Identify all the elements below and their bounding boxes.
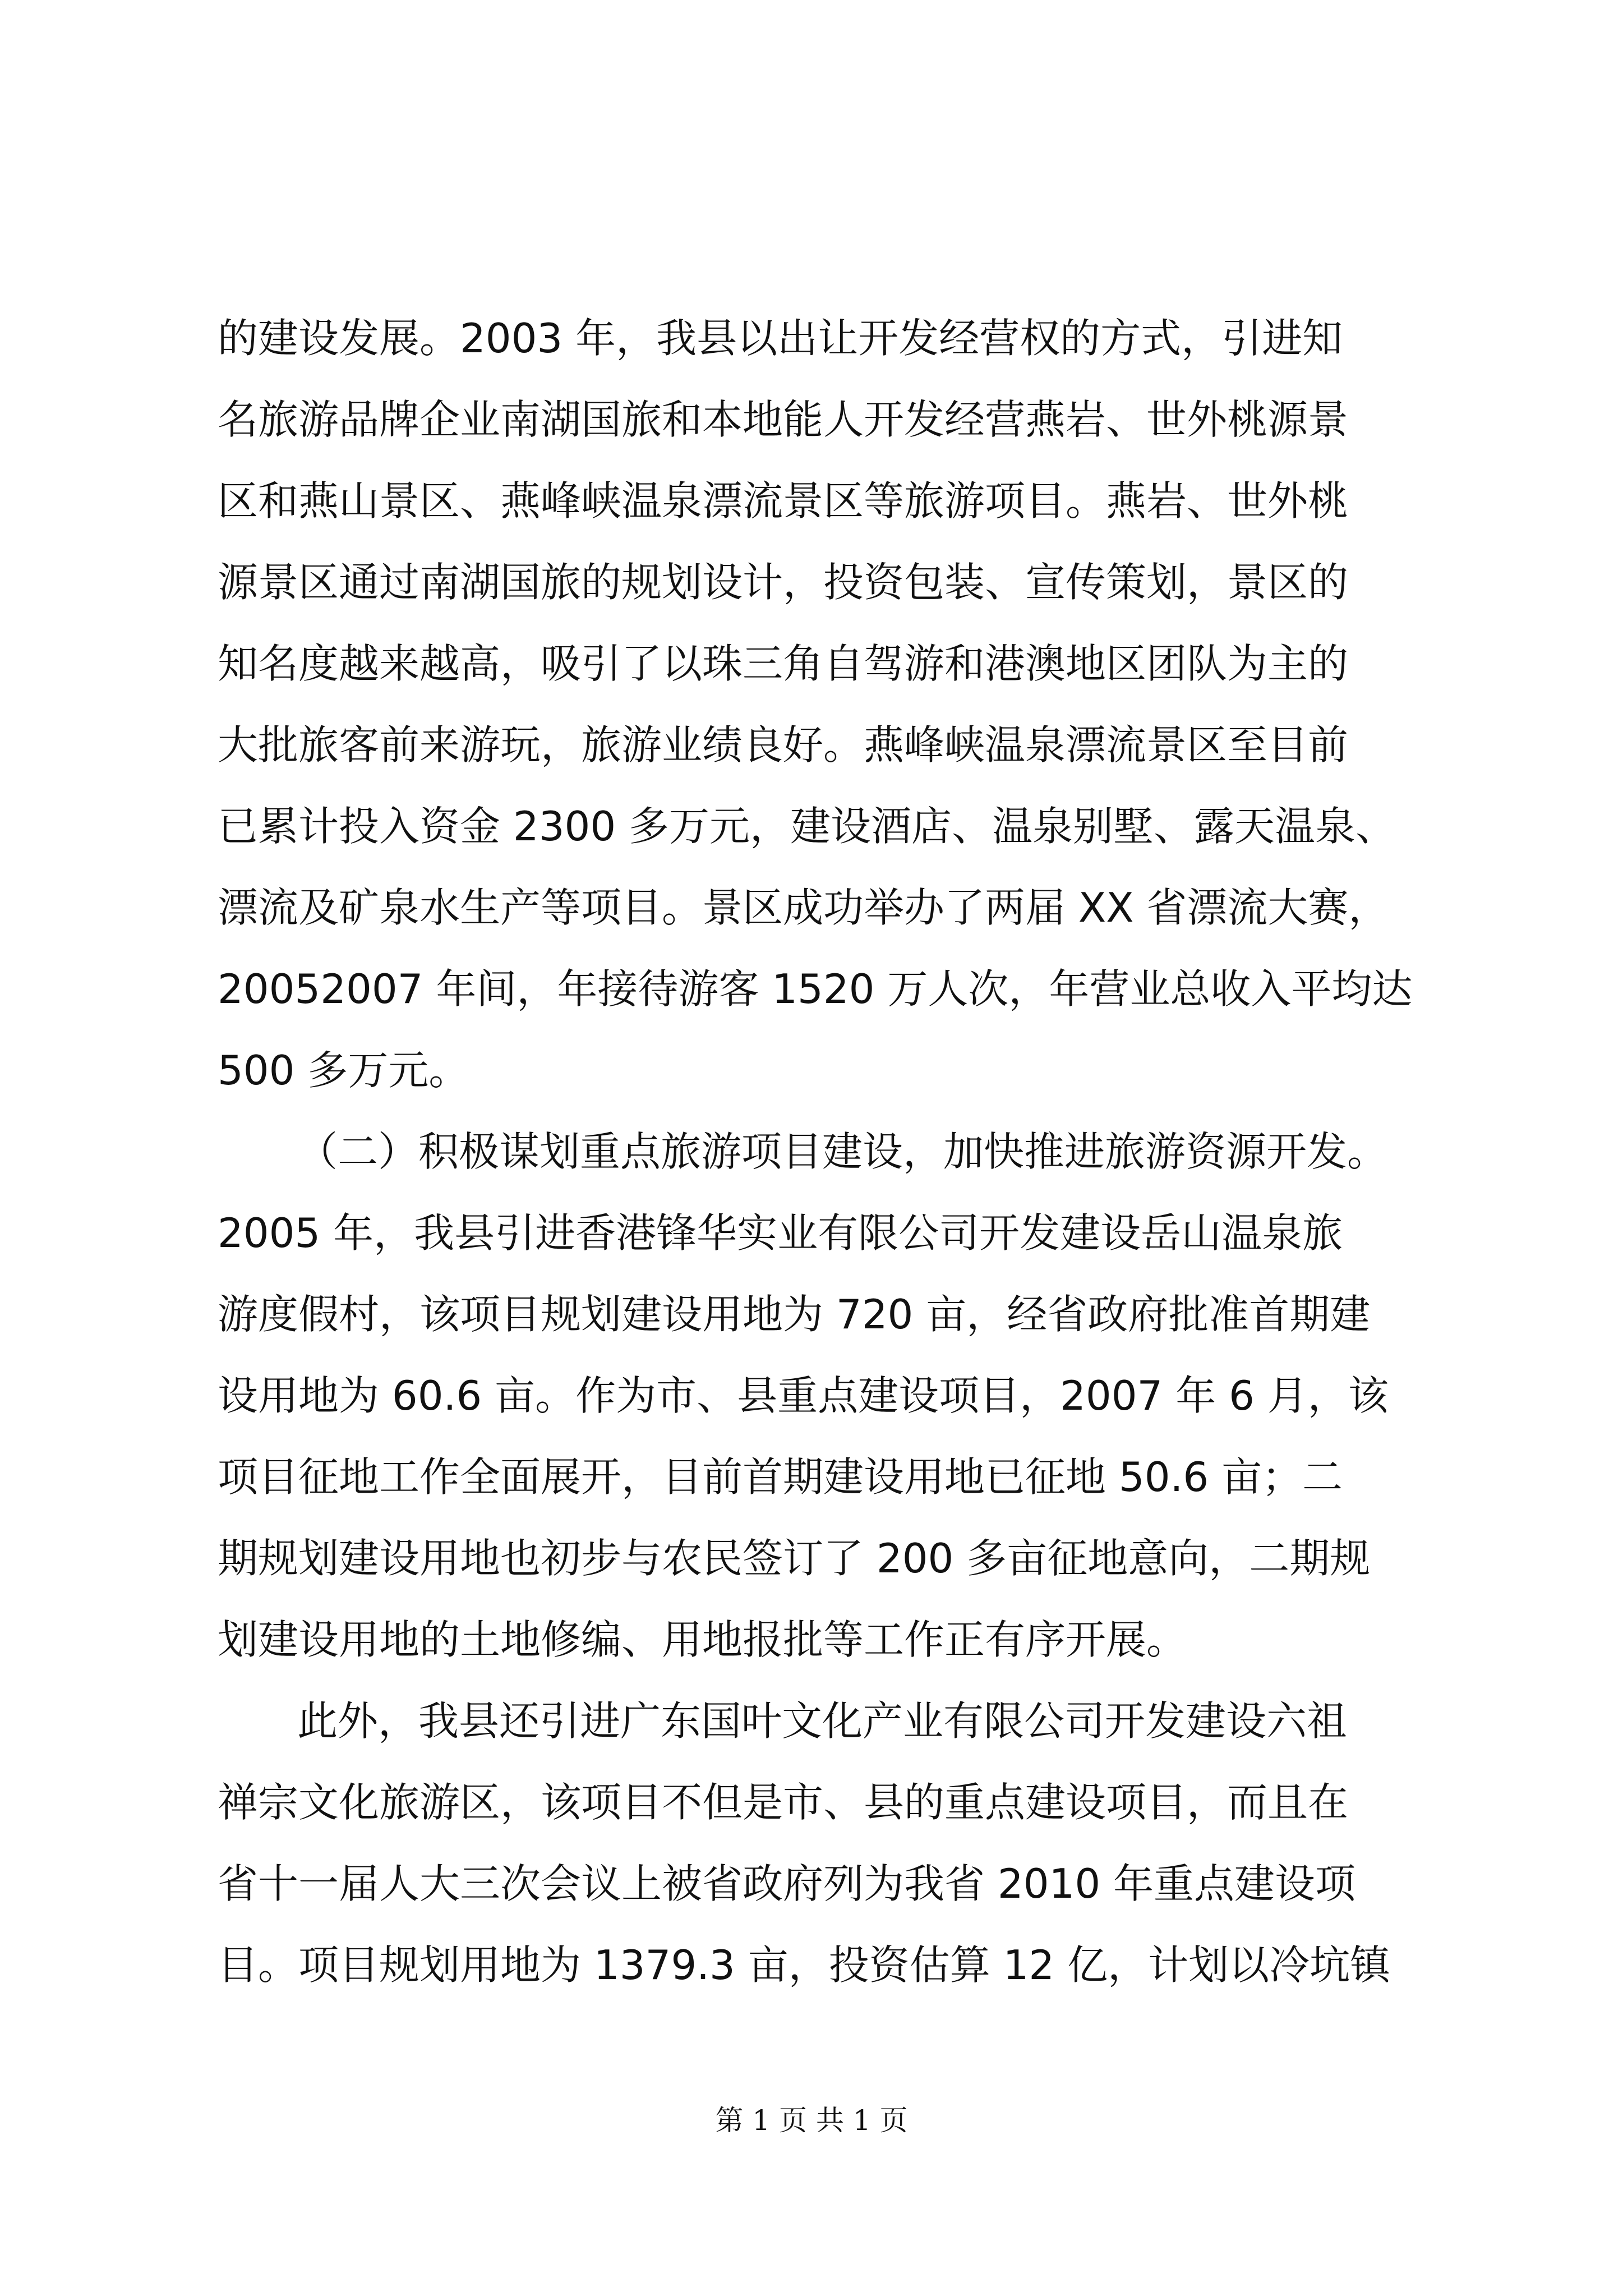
text-line: 名旅游品牌企业南湖国旅和本地能人开发经营燕岩、世外桃源景 bbox=[218, 396, 1349, 443]
text-line: 500 多万元。 bbox=[218, 1047, 469, 1094]
section-heading-line: （二）积极谋划重点旅游项目建设，加快推进旅游资源开发。 bbox=[297, 1128, 1388, 1175]
text-line: 游度假村，该项目规划建设用地为 720 亩，经省政府批准首期建 bbox=[218, 1291, 1371, 1338]
text-line: 项目征地工作全面展开，目前首期建设用地已征地 50.6 亩；二 bbox=[218, 1453, 1343, 1501]
text-line: 已累计投入资金 2300 多万元，建设酒店、温泉别墅、露天温泉、 bbox=[218, 803, 1396, 850]
text-line: 大批旅客前来游玩，旅游业绩良好。燕峰峡温泉漂流景区至目前 bbox=[218, 721, 1349, 769]
text-line: 源景区通过南湖国旅的规划设计，投资包装、宣传策划，景区的 bbox=[218, 559, 1349, 606]
text-line: 知名度越来越高，吸引了以珠三角自驾游和港澳地区团队为主的 bbox=[218, 640, 1349, 687]
text-line: 期规划建设用地也初步与农民签订了 200 多亩征地意向，二期规 bbox=[218, 1535, 1371, 1582]
text-line: 区和燕山景区、燕峰峡温泉漂流景区等旅游项目。燕岩、世外桃 bbox=[218, 477, 1349, 524]
page-number-footer: 第 1 页 共 1 页 bbox=[715, 2104, 908, 2137]
text-line: 划建设用地的土地修编、用地报批等工作正有序开展。 bbox=[218, 1616, 1187, 1663]
text-line: 设用地为 60.6 亩。作为市、县重点建设项目，2007 年 6 月，该 bbox=[218, 1372, 1389, 1419]
text-line: 省十一届人大三次会议上被省政府列为我省 2010 年重点建设项 bbox=[218, 1860, 1356, 1907]
text-line: 漂流及矿泉水生产等项目。景区成功举办了两届 XX 省漂流大赛， bbox=[218, 884, 1389, 931]
text-line: 20052007 年间，年接待游客 1520 万人次，年营业总收入平均达 bbox=[218, 965, 1413, 1013]
text-line: 的建设发展。2003 年，我县以出让开发经营权的方式，引进知 bbox=[218, 315, 1343, 362]
text-line: 2005 年，我县引进香港锋华实业有限公司开发建设岳山温泉旅 bbox=[218, 1209, 1343, 1257]
paragraph-start-line: 此外，我县还引进广东国叶文化产业有限公司开发建设六祖 bbox=[297, 1697, 1348, 1745]
text-line: 目。项目规划用地为 1379.3 亩，投资估算 12 亿，计划以冷坑镇 bbox=[218, 1941, 1391, 1989]
text-line: 禅宗文化旅游区，该项目不但是市、县的重点建设项目，而且在 bbox=[218, 1779, 1349, 1826]
